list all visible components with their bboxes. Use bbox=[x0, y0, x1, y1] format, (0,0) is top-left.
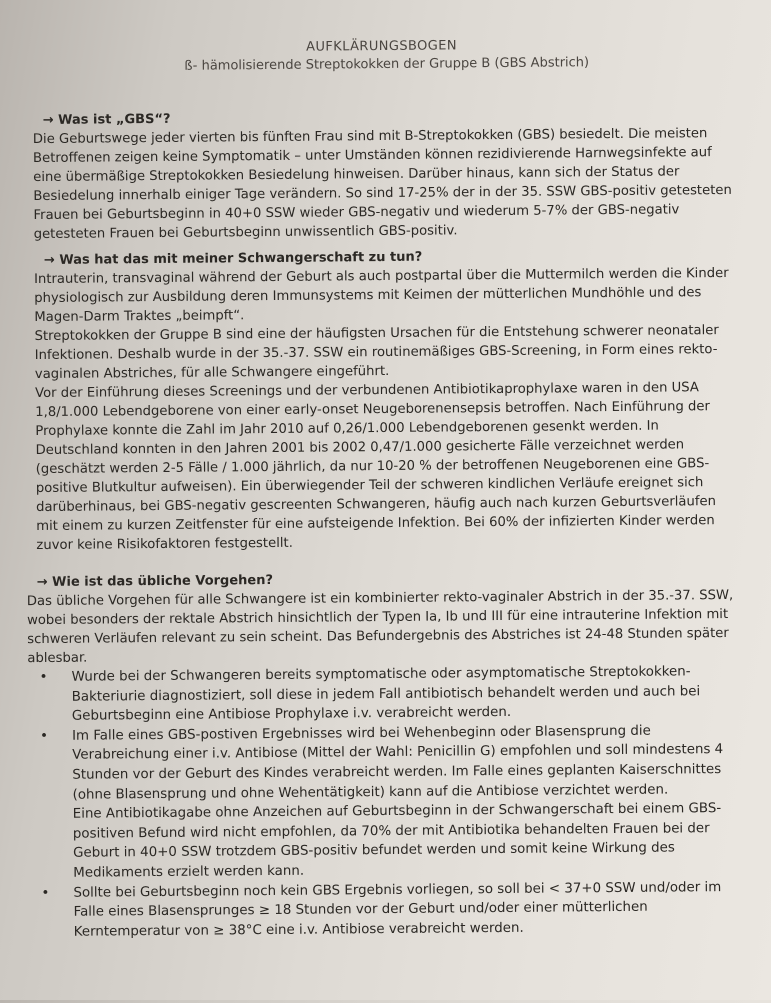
section-body bbox=[27, 586, 740, 668]
section-heading: → Was ist „GBS“? bbox=[42, 111, 171, 128]
section-what-is-gbs bbox=[33, 105, 734, 244]
section-body bbox=[33, 124, 734, 244]
document-title: AUFKLÄRUNGSBOGEN bbox=[306, 38, 457, 55]
list-item bbox=[28, 721, 741, 884]
bullet-icon: • bbox=[39, 669, 48, 686]
paragraph: Streptokokken der Gruppe B sind eine der häufigsten Ursachen für die Entstehung schwerer neonataler Infektionen. Deshalb wurde in der 35.-37. SSW ein routinemäßiges GBS-Screening, in Form eines rekto-vaginalen Abstriches, für alle Schwangere eingeführt. bbox=[34, 323, 719, 383]
list-item-text: Eine Antibiotikagabe ohne Anzeichen auf Geburtsbeginn in der Schwangerschaft bei einem GBS-positiven Befund wird nicht empfohlen, da 70% der mit Antibiotika behandelten Frauen bei der Geburt in 40+0 SSW trotzdem GBS-positiv befundet werden und somit keine Wirkung des Medikaments erzielt werden kann. bbox=[72, 801, 722, 881]
bullet-icon: • bbox=[39, 728, 49, 744]
section-usual-procedure bbox=[27, 567, 742, 943]
document-subtitle: ß- hämolisierende Streptokokken der Gruppe B (GBS Abstrich) bbox=[184, 55, 590, 74]
list-item bbox=[29, 877, 741, 942]
section-pregnancy-relevance bbox=[34, 245, 737, 555]
list-item bbox=[27, 662, 739, 727]
section-body bbox=[34, 264, 736, 555]
list-item-text: Sollte bei Geburtsbeginn noch kein GBS Ergebnis vorliegen, so soll bei < 37+0 SSW und/oder im Falle eines Blasensprunges ≥ 18 Stunden vor der Geburt und/oder einer mütterlichen Kerntemperatur von ≥ 38°C eine i.v. Antibiose verabreicht werden. bbox=[73, 879, 722, 940]
section-heading: → Wie ist das übliche Vorgehen? bbox=[36, 572, 274, 591]
bullet-icon: • bbox=[41, 885, 50, 901]
procedure-bullet-list bbox=[27, 662, 741, 943]
list-item-text: Im Falle eines GBS-postiven Ergebnisses wird bei Wehenbeginn oder Blasensprung die Verabreichung einer i.v. Antibiose (Mittel der Wahl: Penicillin G) empfohlen und soll mindestens 4 Stunden vor der Geburt des Kindes verabreicht werden. Im Falle eines geplanten Kaiserschnittes (ohne Blasensprung und ohne Wehentätigkeit) kann auf die Antibiose verzichtet werden. bbox=[71, 723, 724, 803]
list-item-text: Wurde bei der Schwangeren bereits symptomatische oder asymptomatische Streptokokken-Bakteriurie diagnostiziert, soll diese in jedem Fall antibiotisch behandelt werden und auch bei Geburtsbeginn eine Antibiose Prophylaxe i.v. verabreicht werden. bbox=[71, 664, 701, 724]
section-heading: → Was hat das mit meiner Schwangerschaft zu tun? bbox=[43, 249, 423, 268]
paragraph: Das übliche Vorgehen für alle Schwangere ist ein kombinierter rekto-vaginaler Abstrich in der 35.-37. SSW, wobei besonders der rektale Abstrich hinsichtlich der Typen Ia, Ib und III für eine intrauterine Infektion mit schweren Verläufen relevant zu sein scheint. Das Befundergebnis des Abstriches ist 24-48 Stunden später ablesbar. bbox=[26, 587, 734, 667]
paragraph: Intrauterin, transvaginal während der Geburt als auch postpartal über die Muttermilch werden die Kinder physiologisch zur Ausbildung deren Immunsystems mit Keimen der mütterlichen Mundhöhle und des Magen-Darm Traktes „beimpft“. bbox=[33, 265, 729, 326]
paragraph: Die Geburtswege jeder vierten bis fünften Frau sind mit B-Streptokokken (GBS) besiedelt. Die meisten Betroffenen zeigen keine Symptomatik – unter Umständen können rezidivierende Harnwegsinfekte auf eine übermäßige Streptokokken Besiedelung hinweisen. Darüber hinaus, kann sich der Status der Besiedelung innerhalb einiger Tage verändern. So sind 17-25% der in der 35. SSW GBS-positiv getesteten Frauen bei Geburtsbeginn in 40+0 SSW wieder GBS-negativ und wiederum 5-7% der GBS-negativ getesteten Frauen bei Geburtsbeginn unwissentlich GBS-positiv. bbox=[32, 126, 732, 243]
document-header bbox=[0, 35, 767, 78]
paragraph: Vor der Einführung dieses Screenings und der verbundenen Antibiotikaprophylaxe waren in den USA 1,8/1.000 Lebendgeborene von einer early-onset Neugeborenensepsis betroffen. Nach Einführung der Prophylaxe konnte die Zahl im Jahr 2010 auf 0,26/1.000 Lebendgeborenen gesenkt werden. In Deutschland konnten in den Jahren 2001 bis 2002 0,47/1.000 gesicherte Fälle verzeichnet werden (geschätzt werden 2-5 Fälle / 1.000 jährlich, da nur 10-20 % der betroffenen Neugeborenen eine GBS-positive Blutkultur aufweisen). Ein überwiegender Teil der schweren kindlichen Verläufe ereignet sich darüberhinaus, bei GBS-negativ gescreenten Schwangeren, häufig auch nach kurzen Geburtsverläufen mit einem zu kurzen Zeitfenster für eine aufsteigende Infektion. Bei 60% der infizierten Kinder werden zuvor keine Risikofaktoren festgestellt. bbox=[34, 380, 716, 554]
